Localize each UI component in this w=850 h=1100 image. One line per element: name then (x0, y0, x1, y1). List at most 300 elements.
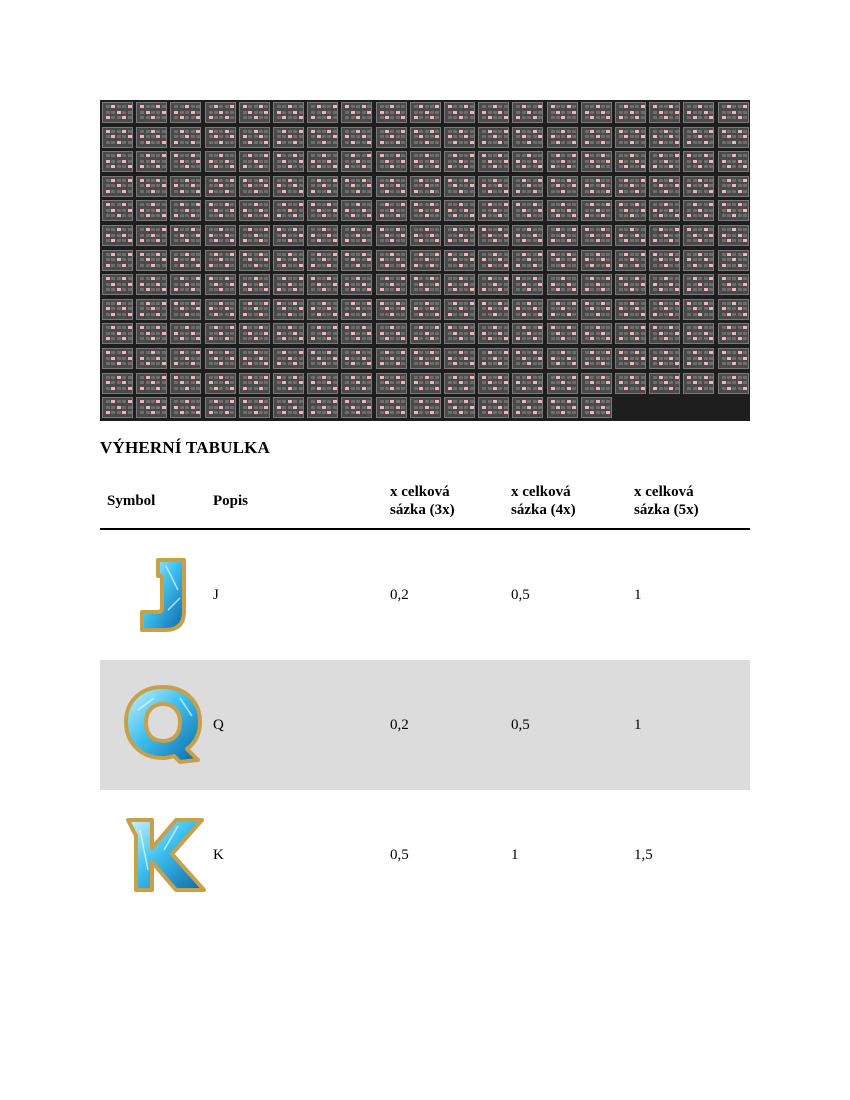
payline-dot (698, 190, 702, 193)
payline-dot (533, 381, 537, 384)
payline-dot (601, 190, 605, 193)
payline-dot (140, 203, 144, 206)
payline-dot (498, 190, 502, 193)
payline-thumbnail (512, 323, 543, 344)
payline-dot (516, 160, 520, 163)
payline-dot (191, 179, 195, 182)
payline-dot (219, 116, 223, 119)
payline-dot (385, 307, 389, 310)
payline-dot (162, 283, 166, 286)
payline-dot (356, 357, 360, 360)
payline-dot (709, 105, 713, 108)
payline-dot (653, 190, 657, 193)
payline-dot (414, 337, 418, 340)
payline-dot (174, 111, 178, 114)
payline-dot (362, 337, 366, 340)
payline-dot (448, 258, 452, 261)
payline-dot (504, 234, 508, 237)
payline-dot (596, 154, 600, 157)
payline-thumbnail (581, 151, 612, 172)
payline-dot (299, 411, 303, 414)
payline-dot (401, 239, 405, 242)
payline-thumbnail (136, 151, 167, 172)
payline-dot (248, 357, 252, 360)
payline-dot (196, 190, 200, 193)
payline-dot (659, 105, 663, 108)
payline-dot (448, 313, 452, 316)
payline-dot (277, 228, 281, 231)
payline-dot (264, 326, 268, 329)
payline-dot (327, 277, 331, 280)
payline-dot (567, 264, 571, 267)
payline-dot (396, 141, 400, 144)
payline-dot (504, 387, 508, 390)
payline-dot (722, 253, 726, 256)
payline-dot (606, 337, 610, 340)
payline-dot (425, 326, 429, 329)
payline-dot (385, 313, 389, 316)
payline-dot (448, 141, 452, 144)
payline-dot (459, 277, 463, 280)
payline-dot (538, 253, 542, 256)
payline-dot (561, 135, 565, 138)
payline-dot (351, 264, 355, 267)
payline-dot (596, 141, 600, 144)
payline-dot (419, 160, 423, 163)
payline-dot (380, 165, 384, 168)
payline-dot (264, 253, 268, 256)
payline-dot (367, 288, 371, 291)
payline-dot (401, 184, 405, 187)
payline-thumbnail (478, 102, 509, 123)
payline-dot (151, 239, 155, 242)
payline-dot (106, 184, 110, 187)
payline-dot (401, 387, 405, 390)
payline-dot (248, 400, 252, 403)
payline-dot (641, 362, 645, 365)
payline-dot (596, 209, 600, 212)
payline-dot (367, 307, 371, 310)
payline-dot (533, 307, 537, 310)
payline-dot (380, 203, 384, 206)
payline-dot (635, 258, 639, 261)
payline-dot (527, 351, 531, 354)
payline-dot (333, 209, 337, 212)
payline-dot (687, 258, 691, 261)
payline-dot (259, 239, 263, 242)
payline-dot (448, 214, 452, 217)
payline-dot (498, 351, 502, 354)
payline-dot (601, 209, 605, 212)
payline-dot (425, 135, 429, 138)
payline-dot (362, 165, 366, 168)
payline-dot (385, 283, 389, 286)
payline-dot (333, 376, 337, 379)
payline-dot (488, 165, 492, 168)
payline-dot (356, 376, 360, 379)
payline-dot (635, 264, 639, 267)
payline-dot (687, 357, 691, 360)
payline-dot (675, 190, 679, 193)
payline-dot (585, 130, 589, 133)
payline-dot (470, 406, 474, 409)
payline-dot (464, 307, 468, 310)
payline-dot (516, 179, 520, 182)
payline-dot (380, 116, 384, 119)
payline-dot (722, 264, 726, 267)
payline-dot (122, 203, 126, 206)
payline-dot (362, 214, 366, 217)
payline-dot (180, 111, 184, 114)
payline-dot (162, 160, 166, 163)
payline-dot (106, 234, 110, 237)
payline-dot (259, 357, 263, 360)
payline-dot (527, 130, 531, 133)
payline-thumbnail (136, 176, 167, 197)
payline-thumbnail (718, 323, 749, 344)
payline-dot (664, 258, 668, 261)
payline-dot (527, 135, 531, 138)
payline-dot (664, 277, 668, 280)
payline-dot (243, 264, 247, 267)
payline-dot (556, 337, 560, 340)
payline-dot (140, 283, 144, 286)
payline-dot (254, 135, 258, 138)
payline-dot (448, 228, 452, 231)
payline-dot (117, 406, 121, 409)
payline-dot (327, 130, 331, 133)
payline-thumbnail (683, 274, 714, 295)
payline-dot (551, 165, 555, 168)
payline-dot (470, 214, 474, 217)
payline-thumbnail (683, 225, 714, 246)
payline-dot (470, 337, 474, 340)
payline-dot (693, 362, 697, 365)
payline-dot (322, 184, 326, 187)
payline-dot (390, 302, 394, 305)
payline-dot (317, 326, 321, 329)
payline-dot (401, 214, 405, 217)
payline-dot (196, 283, 200, 286)
payline-thumbnail (341, 225, 372, 246)
payline-dot (140, 357, 144, 360)
payline-dot (498, 376, 502, 379)
payline-dot (698, 111, 702, 114)
payline-dot (140, 154, 144, 157)
payline-dot (493, 190, 497, 193)
payline-dot (585, 228, 589, 231)
payline-dot (230, 116, 234, 119)
payline-dot (585, 277, 589, 280)
payline-dot (561, 381, 565, 384)
payline-thumbnail (444, 348, 475, 369)
payline-dot (277, 288, 281, 291)
payline-dot (128, 406, 132, 409)
payline-dot (185, 190, 189, 193)
payline-dot (117, 116, 121, 119)
payline-dot (299, 387, 303, 390)
payline-dot (538, 381, 542, 384)
payline-dot (538, 184, 542, 187)
payline-dot (419, 332, 423, 335)
payline-dot (151, 337, 155, 340)
payline-dot (687, 141, 691, 144)
payline-dot (664, 288, 668, 291)
payline-dot (516, 313, 520, 316)
payline-dot (162, 288, 166, 291)
payline-dot (282, 277, 286, 280)
payline-dot (248, 362, 252, 365)
payline-thumbnail (581, 373, 612, 394)
payline-dot (180, 376, 184, 379)
payline-dot (561, 184, 565, 187)
payline-dot (259, 141, 263, 144)
payline-dot (585, 111, 589, 114)
payline-dot (196, 387, 200, 390)
payline-dot (459, 258, 463, 261)
payline-dot (698, 116, 702, 119)
table-row (100, 660, 750, 790)
payline-thumbnail (649, 299, 680, 320)
payline-thumbnail (512, 151, 543, 172)
payline-dot (516, 253, 520, 256)
payline-dot (664, 203, 668, 206)
payline-dot (743, 302, 747, 305)
payline-dot (293, 154, 297, 157)
payline-dot (551, 258, 555, 261)
payline-dot (653, 228, 657, 231)
payline-dot (146, 400, 150, 403)
payline-dot (191, 258, 195, 261)
payline-dot (482, 253, 486, 256)
payline-dot (156, 258, 160, 261)
payline-dot (641, 184, 645, 187)
payline-dot (362, 387, 366, 390)
payline-dot (738, 283, 742, 286)
payline-dot (635, 337, 639, 340)
payline-dot (390, 337, 394, 340)
payline-dot (727, 184, 731, 187)
payline-dot (698, 253, 702, 256)
payline-dot (117, 184, 121, 187)
payline-dot (732, 337, 736, 340)
payline-dot (619, 283, 623, 286)
payline-dot (727, 277, 731, 280)
payline-dot (675, 209, 679, 212)
payline-dot (601, 184, 605, 187)
payline-dot (414, 135, 418, 138)
payline-thumbnail (205, 151, 236, 172)
payline-dot (162, 406, 166, 409)
payline-dot (538, 277, 542, 280)
payline-dot (464, 141, 468, 144)
payline-dot (209, 214, 213, 217)
payline-dot (448, 351, 452, 354)
payline-dot (488, 302, 492, 305)
payline-dot (196, 209, 200, 212)
payline-dot (425, 258, 429, 261)
payline-dot (527, 116, 531, 119)
payline-thumbnail (615, 176, 646, 197)
payline-dot (738, 116, 742, 119)
payline-dot (556, 160, 560, 163)
payline-dot (311, 209, 315, 212)
payline-dot (504, 209, 508, 212)
payline-dot (317, 141, 321, 144)
payline-dot (572, 239, 576, 242)
payline-dot (743, 141, 747, 144)
payline-dot (464, 326, 468, 329)
payline-dot (727, 288, 731, 291)
payline-dot (156, 313, 160, 316)
payline-dot (380, 337, 384, 340)
payline-dot (191, 277, 195, 280)
payline-dot (624, 179, 628, 182)
payline-dot (551, 130, 555, 133)
payline-dot (214, 307, 218, 310)
payline-dot (254, 307, 258, 310)
payline-dot (551, 214, 555, 217)
payline-dot (601, 116, 605, 119)
payline-dot (380, 154, 384, 157)
payline-dot (367, 381, 371, 384)
payline-dot (498, 179, 502, 182)
payline-thumbnail (649, 250, 680, 271)
payline-dot (390, 253, 394, 256)
payline-dot (498, 111, 502, 114)
payline-dot (641, 307, 645, 310)
payline-dot (140, 387, 144, 390)
payline-dot (606, 411, 610, 414)
payline-dot (585, 264, 589, 267)
payline-dot (333, 228, 337, 231)
payline-dot (516, 406, 520, 409)
payline-dot (659, 277, 663, 280)
payline-dot (225, 351, 229, 354)
payline-thumbnail (102, 397, 133, 418)
payline-dot (493, 214, 497, 217)
payline-dot (470, 234, 474, 237)
payline-dot (425, 154, 429, 157)
payline-thumbnail (512, 274, 543, 295)
payline-dot (675, 116, 679, 119)
payline-thumbnail (239, 151, 270, 172)
payline-dot (435, 209, 439, 212)
payline-dot (396, 160, 400, 163)
payline-dot (293, 387, 297, 390)
payline-thumbnail (478, 373, 509, 394)
payline-thumbnail (512, 225, 543, 246)
payline-dot (675, 258, 679, 261)
payline-dot (459, 288, 463, 291)
payline-dot (482, 239, 486, 242)
payline-dot (140, 337, 144, 340)
payline-dot (385, 326, 389, 329)
payline-dot (151, 135, 155, 138)
payline-dot (538, 160, 542, 163)
payline-dot (317, 165, 321, 168)
payline-dot (693, 130, 697, 133)
payline-dot (380, 400, 384, 403)
payline-dot (453, 141, 457, 144)
payline-dot (448, 116, 452, 119)
payline-thumbnail (478, 250, 509, 271)
payline-thumbnail (102, 225, 133, 246)
payline-dot (738, 313, 742, 316)
payline-dot (111, 337, 115, 340)
payline-dot (156, 277, 160, 280)
payline-dot (727, 357, 731, 360)
payline-dot (214, 332, 218, 335)
payline-dot (128, 184, 132, 187)
payline-dot (482, 411, 486, 414)
payline-dot (675, 160, 679, 163)
payline-dot (140, 214, 144, 217)
payline-dot (538, 228, 542, 231)
payline-dot (698, 351, 702, 354)
payline-dot (664, 326, 668, 329)
payline-dot (498, 357, 502, 360)
payline-dot (698, 381, 702, 384)
payline-dot (732, 239, 736, 242)
payline-dot (533, 214, 537, 217)
payline-dot (522, 203, 526, 206)
payline-dot (585, 141, 589, 144)
payline-thumbnail (547, 323, 578, 344)
payline-dot (128, 209, 132, 212)
payline-dot (738, 376, 742, 379)
payline-dot (380, 239, 384, 242)
payline-dot (293, 253, 297, 256)
payline-dot (106, 381, 110, 384)
payline-dot (470, 313, 474, 316)
payline-dot (209, 264, 213, 267)
payline-thumbnail (547, 225, 578, 246)
payline-dot (659, 302, 663, 305)
payline-dot (128, 326, 132, 329)
payline-dot (470, 209, 474, 212)
payline-dot (248, 228, 252, 231)
payline-dot (533, 332, 537, 335)
payline-dot (572, 228, 576, 231)
payline-dot (140, 411, 144, 414)
payline-dot (464, 277, 468, 280)
payline-dot (367, 234, 371, 237)
payline-dot (482, 209, 486, 212)
payline-dot (435, 234, 439, 237)
payline-dot (299, 203, 303, 206)
payline-dot (596, 277, 600, 280)
payline-dot (556, 141, 560, 144)
payline-dot (596, 190, 600, 193)
payline-dot (122, 351, 126, 354)
payline-dot (538, 337, 542, 340)
payline-dot (264, 116, 268, 119)
payline-thumbnail (205, 323, 236, 344)
payline-dot (327, 351, 331, 354)
payline-dot (128, 135, 132, 138)
payline-dot (259, 302, 263, 305)
payline-dot (630, 234, 634, 237)
payline-thumbnail (376, 102, 407, 123)
payline-dot (219, 209, 223, 212)
payline-dot (196, 239, 200, 242)
payline-dot (533, 387, 537, 390)
payline-dot (345, 277, 349, 280)
payline-thumbnail (581, 176, 612, 197)
payline-dot (590, 105, 594, 108)
payline-dot (572, 326, 576, 329)
